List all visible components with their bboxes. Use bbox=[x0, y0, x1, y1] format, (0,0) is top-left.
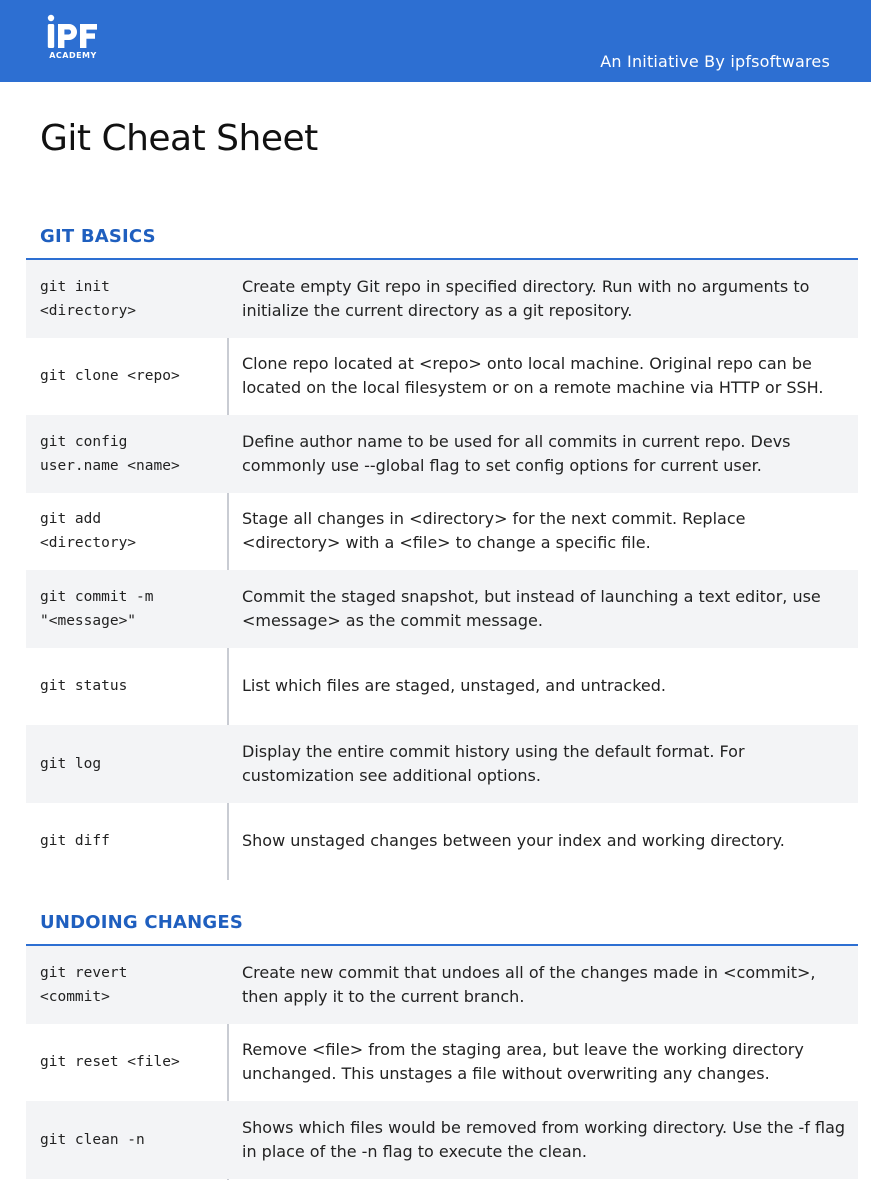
command-cell: git init <directory> bbox=[40, 278, 137, 319]
header-tagline: An Initiative By ipfsoftwares bbox=[600, 52, 830, 71]
description-text: Clone repo located at <repo> onto local machine. Original repo can be located on the local filesystem or on a remote machine via HTTP or SSH. bbox=[242, 354, 824, 398]
command-cell: git config user.name <name> bbox=[40, 433, 180, 474]
table-row bbox=[26, 803, 858, 881]
description-text: Define author name to be used for all commits in current repo. Devs commonly use --global flag to set config options for current user. bbox=[242, 431, 791, 475]
command-cell: git status bbox=[40, 678, 128, 695]
description-text: Commit the staged snapshot, but instead of launching a text editor, use <message> as the commit message. bbox=[242, 586, 821, 630]
description-text: Show unstaged changes between your index and working directory. bbox=[242, 831, 785, 851]
description-cell bbox=[242, 338, 847, 416]
table-row bbox=[26, 415, 858, 493]
section-title-undoing-changes: UNDOING CHANGES bbox=[40, 912, 244, 933]
table-row bbox=[26, 338, 858, 416]
description-text: List which files are staged, unstaged, and untracked. bbox=[242, 676, 666, 696]
description-cell bbox=[242, 803, 847, 881]
table-row bbox=[26, 570, 858, 648]
command-cell: git diff bbox=[40, 833, 110, 850]
description-cell bbox=[242, 570, 847, 648]
logo-subtitle: ACADEMY bbox=[49, 51, 97, 60]
table-row bbox=[26, 946, 858, 1024]
description-text: Display the entire commit history using the default format. For customization see additional options. bbox=[242, 741, 745, 785]
description-cell bbox=[242, 415, 847, 493]
table-row bbox=[26, 648, 858, 726]
description-cell bbox=[242, 260, 847, 338]
command-cell: git clean -n bbox=[40, 1131, 145, 1148]
section-title-git-basics: GIT BASICS bbox=[40, 226, 156, 247]
command-cell: git add <directory> bbox=[40, 511, 137, 552]
description-text: Shows which files would be removed from working directory. Use the -f flag in place of the -n flag to execute the clean. bbox=[242, 1117, 846, 1161]
description-cell bbox=[242, 493, 847, 571]
command-cell: git log bbox=[40, 755, 102, 772]
description-cell bbox=[242, 725, 847, 803]
command-cell: git clone <repo> bbox=[40, 368, 180, 385]
command-cell: git reset <file> bbox=[40, 1054, 180, 1071]
description-cell bbox=[242, 1024, 847, 1102]
command-cell: git commit -m "<message>" bbox=[40, 588, 154, 629]
description-cell bbox=[242, 1101, 847, 1179]
command-table-undoing-changes bbox=[26, 946, 858, 1179]
description-text: Remove <file> from the staging area, but leave the working directory unchanged. This unstages a file without overwriting any changes. bbox=[242, 1040, 804, 1084]
description-cell bbox=[242, 946, 847, 1024]
description-text: Create new commit that undoes all of the changes made in <commit>, then apply it to the current branch. bbox=[242, 962, 816, 1006]
description-cell bbox=[242, 648, 847, 726]
table-row bbox=[26, 725, 858, 803]
description-text: Stage all changes in <directory> for the next commit. Replace <directory> with a <file> to change a specific file. bbox=[242, 509, 746, 553]
command-cell: git revert <commit> bbox=[40, 964, 128, 1005]
description-text: Create empty Git repo in specified directory. Run with no arguments to initialize the current directory as a git repository. bbox=[242, 276, 810, 320]
table-row bbox=[26, 493, 858, 571]
command-table-git-basics bbox=[26, 260, 858, 880]
table-row bbox=[26, 260, 858, 338]
table-row bbox=[26, 1024, 858, 1102]
page-title: Git Cheat Sheet bbox=[40, 118, 318, 159]
table-row bbox=[26, 1101, 858, 1179]
header-banner bbox=[0, 0, 871, 82]
